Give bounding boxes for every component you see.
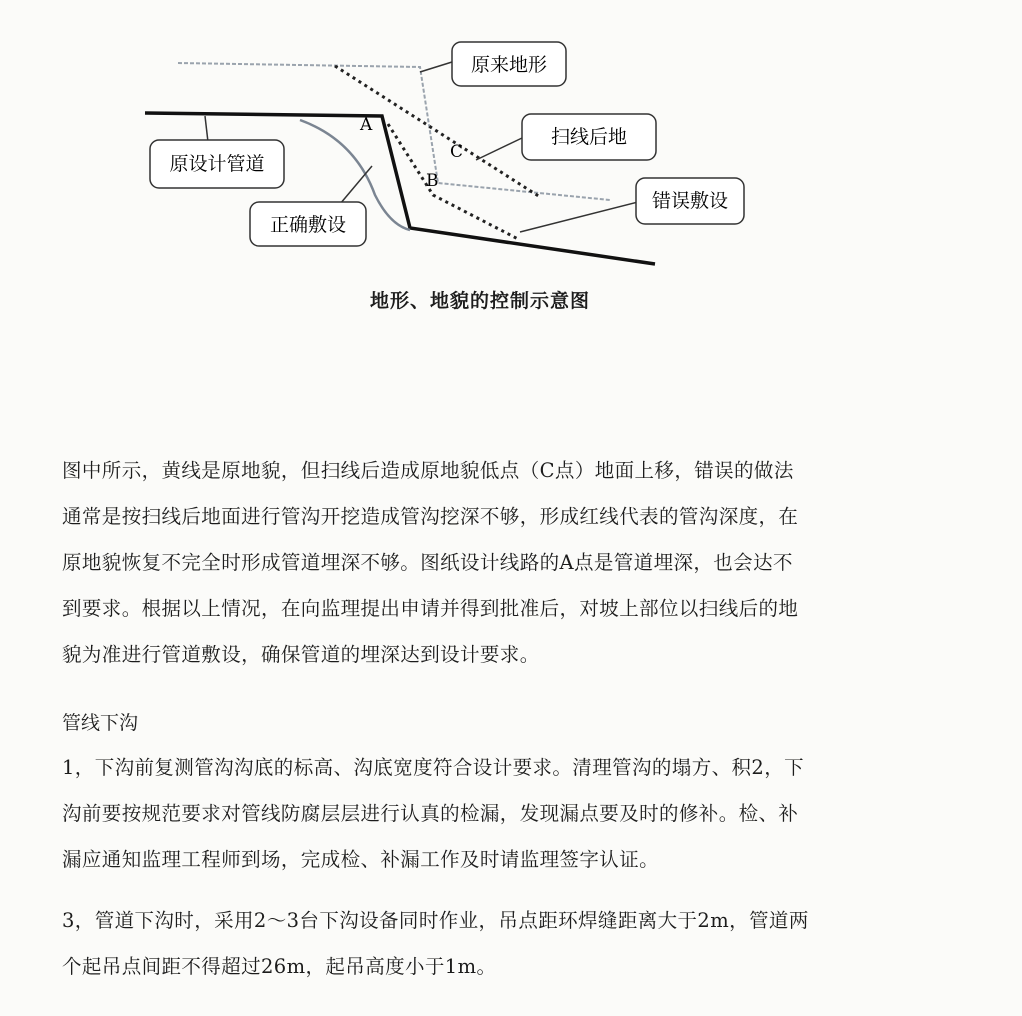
terrain-control-diagram <box>0 0 1022 300</box>
paragraph-line: 通常是按扫线后地面进行管沟开挖造成管沟挖深不够，形成红线代表的管沟深度，在 <box>62 505 799 528</box>
point-a-label: A <box>360 115 373 135</box>
point-b-label: B <box>426 171 439 191</box>
paragraph-line: 3，管道下沟时，采用2～3台下沟设备同时作业，吊点距环焊缝距离大于2m，管道两 <box>62 909 809 932</box>
section-heading: 管线下沟 <box>62 712 139 734</box>
diagram-caption: 地形、地貌的控制示意图 <box>369 290 590 312</box>
paragraph-line: 原地貌恢复不完全时形成管道埋深不够。图纸设计线路的A点是管道埋深，也会达不 <box>62 551 793 574</box>
callout-wrong-laying-text: 错误敷设 <box>651 190 729 212</box>
callout-original-terrain-text: 原来地形 <box>470 54 548 76</box>
callout-correct-laying-text: 正确敷设 <box>269 214 347 236</box>
callout-after-sweep <box>476 114 656 160</box>
paragraph-line: 个起吊点间距不得超过26m，起吊高度小于1m。 <box>62 955 497 978</box>
callout-original-terrain <box>420 42 566 86</box>
paragraph-line: 到要求。根据以上情况，在向监理提出申请并得到批准后，对坡上部位以扫线后的地 <box>62 597 799 620</box>
paragraph-line: 貌为准进行管道敷设，确保管道的埋深达到设计要求。 <box>62 643 540 666</box>
paragraph-3 <box>62 898 912 990</box>
callout-original-design-text: 原设计管道 <box>169 153 265 175</box>
callout-original-design <box>150 116 284 188</box>
paragraph-2 <box>62 745 912 883</box>
paragraph-line: 沟前要按规范要求对管线防腐层层进行认真的检漏，发现漏点要及时的修补。检、补 <box>62 802 799 825</box>
callout-after-sweep-text: 扫线后地 <box>550 126 628 148</box>
paragraph-line: 漏应通知监理工程师到场，完成检、补漏工作及时请监理签字认证。 <box>62 848 660 871</box>
paragraph-line: 图中所示，黄线是原地貌，但扫线后造成原地貌低点（C点）地面上移，错误的做法 <box>62 459 794 482</box>
point-c-label: C <box>450 142 464 162</box>
paragraph-1 <box>62 448 912 678</box>
paragraph-line: 1，下沟前复测管沟沟底的标高、沟底宽度符合设计要求。清理管沟的塌方、积2，下 <box>62 756 805 779</box>
callout-wrong-laying <box>520 178 744 232</box>
